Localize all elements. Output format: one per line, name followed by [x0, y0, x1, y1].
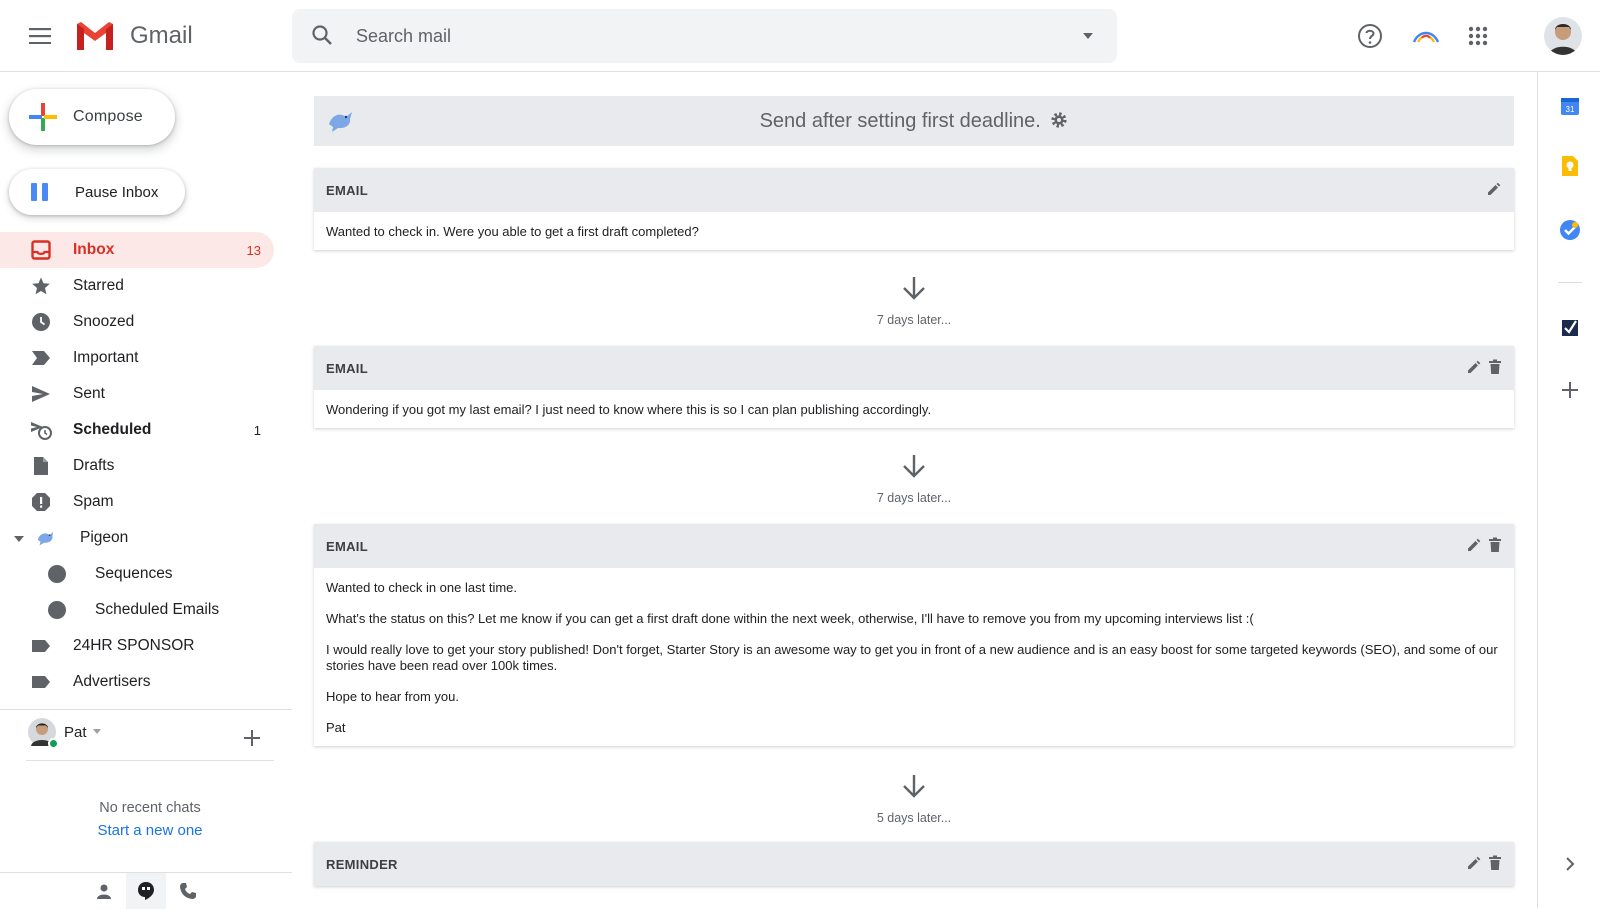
- sidebar-item-spam[interactable]: [0, 484, 274, 520]
- card-body[interactable]: [314, 390, 1514, 428]
- check-box-icon: [1561, 318, 1579, 338]
- svg-text:31: 31: [1565, 105, 1575, 114]
- step-type: EMAIL: [326, 183, 368, 198]
- sidebar-item-scheduled[interactable]: [0, 412, 274, 448]
- phone-tab[interactable]: [168, 873, 208, 909]
- clock-icon: [30, 312, 52, 332]
- tasks-addon[interactable]: [1558, 218, 1582, 242]
- email-body-text: Wanted to check in. Were you able to get a first draft completed?: [326, 224, 699, 239]
- app-name: Gmail: [130, 22, 193, 49]
- checkmark-addon[interactable]: [1558, 316, 1582, 340]
- nav-list: [0, 232, 292, 700]
- rail-divider: [1558, 282, 1582, 283]
- sequence-step-card: [314, 168, 1514, 250]
- label-icon: [30, 636, 52, 656]
- sidebar-item-scheduled-emails[interactable]: [0, 592, 274, 628]
- contacts-tab[interactable]: [84, 873, 124, 909]
- arrow-down-icon: [900, 772, 928, 800]
- star-icon: [30, 276, 52, 296]
- chevron-down-icon: [93, 729, 101, 735]
- top-bar: [0, 0, 1600, 72]
- step-type: EMAIL: [326, 539, 368, 554]
- sidebar-item-important[interactable]: [0, 340, 274, 376]
- get-addons-button[interactable]: [1558, 378, 1582, 402]
- banner-text: Send after setting first deadline.: [759, 109, 1041, 132]
- unread-count: 13: [246, 242, 261, 258]
- compose-plus-icon: [27, 101, 59, 133]
- chat-avatar: [28, 718, 56, 746]
- sequence-banner: [314, 96, 1514, 146]
- delay-label: 5 days later...: [876, 811, 952, 825]
- sidebar-item-advertisers[interactable]: [0, 664, 274, 700]
- apps-button[interactable]: [1460, 18, 1496, 54]
- sequence-step-card: [314, 524, 1514, 746]
- hangouts-tab[interactable]: [126, 873, 166, 909]
- extension-button[interactable]: [1408, 18, 1444, 54]
- email-body-text: Wanted to check in one last time.: [326, 580, 518, 595]
- arrow-down-icon: [900, 274, 928, 302]
- email-body-text: What's the status on this? Let me know if you can get a first draft done within the next week, otherwise, I'll have to remove you from my upcoming interviews list :(: [326, 611, 1254, 626]
- sidebar-item-label: Pigeon: [80, 529, 129, 546]
- sidebar-item-inbox[interactable]: [0, 232, 274, 268]
- sidebar-item-label: Scheduled Emails: [95, 601, 220, 618]
- person-icon: [96, 883, 112, 899]
- hamburger-icon: [29, 28, 51, 44]
- expand-caret-icon: [14, 535, 24, 543]
- delay-indicator: [314, 452, 1514, 505]
- new-chat-button[interactable]: [244, 724, 260, 750]
- circle-icon: [46, 564, 68, 584]
- edit-icon[interactable]: [1466, 359, 1482, 375]
- email-body-text: I would really love to get your story published! Don't forget, Starter Story is an awesome way to get you in front of a new audience and is an easy boost for some targeted keywords (SEO), and some of our stories have been read over 100k times.: [326, 642, 1498, 673]
- start-new-chat-link[interactable]: Start a new one: [97, 822, 203, 839]
- card-body[interactable]: [314, 568, 1514, 746]
- scheduled-icon: [30, 420, 52, 440]
- no-recent-chats-text: No recent chats: [99, 800, 201, 816]
- step-type: EMAIL: [326, 361, 368, 376]
- sidebar-item-sequences[interactable]: [0, 556, 274, 592]
- sidebar-item-label: Inbox: [73, 241, 115, 258]
- help-icon: [1357, 23, 1383, 49]
- left-sidebar: [0, 72, 292, 908]
- sequence-step-card: [314, 842, 1514, 886]
- chat-user-selector[interactable]: [28, 718, 101, 746]
- delete-icon[interactable]: [1488, 359, 1502, 375]
- edit-icon[interactable]: [1466, 855, 1482, 871]
- pause-icon: [31, 183, 48, 201]
- email-body-text: Hope to hear from you.: [326, 689, 459, 704]
- hangouts-icon: [137, 881, 155, 901]
- card-header: [314, 346, 1514, 390]
- gmail-logo[interactable]: [74, 20, 193, 52]
- apps-grid-icon: [1468, 26, 1488, 46]
- email-body-text: Wondering if you got my last email? I just need to know where this is so I can plan publishing accordingly.: [326, 402, 932, 417]
- phone-icon: [179, 882, 197, 900]
- arrow-down-icon: [900, 452, 928, 480]
- sidebar-item-label: Starred: [73, 277, 124, 294]
- step-type: REMINDER: [326, 857, 398, 872]
- delay-indicator: [314, 772, 1514, 825]
- rainbow-extension-icon: [1411, 28, 1441, 44]
- keep-addon[interactable]: [1558, 154, 1582, 178]
- sidebar-item-starred[interactable]: [0, 268, 274, 304]
- account-avatar[interactable]: [1544, 17, 1582, 55]
- online-status-dot: [48, 738, 59, 749]
- main-menu-button[interactable]: [22, 18, 58, 54]
- gear-icon[interactable]: [1050, 111, 1068, 129]
- card-header: [314, 842, 1514, 886]
- right-side-panel: [1537, 72, 1600, 908]
- compose-label: Compose: [73, 108, 143, 125]
- pause-inbox-label: Pause Inbox: [75, 183, 159, 201]
- delay-label: 7 days later...: [876, 313, 952, 327]
- delete-icon[interactable]: [1488, 537, 1502, 553]
- sidebar-item-label: Spam: [73, 493, 114, 510]
- chat-divider-2: [26, 760, 274, 761]
- edit-icon[interactable]: [1486, 181, 1502, 197]
- spam-icon: [30, 492, 52, 512]
- delay-label: 7 days later...: [876, 491, 952, 505]
- plus-icon: [244, 730, 260, 746]
- sidebar-item-label: Drafts: [73, 457, 115, 474]
- sidebar-item-label: Important: [73, 349, 139, 366]
- edit-icon[interactable]: [1466, 537, 1482, 553]
- chat-bottom-tabs: [0, 872, 292, 908]
- search-icon: [310, 23, 334, 47]
- chat-divider: [0, 709, 292, 710]
- important-icon: [30, 348, 52, 368]
- main-content: [292, 72, 1537, 908]
- sequence-step-card: [314, 346, 1514, 428]
- search-bar[interactable]: [292, 9, 1117, 63]
- search-options-dropdown-icon: [1081, 29, 1095, 43]
- delay-indicator: [314, 274, 1514, 327]
- sidebar-item-label: Snoozed: [73, 313, 135, 330]
- email-body-text: Pat: [326, 720, 346, 735]
- chevron-right-icon: [1565, 857, 1575, 871]
- sidebar-item-label: Advertisers: [73, 673, 151, 690]
- card-header: [314, 168, 1514, 212]
- sidebar-item-label: 24HR SPONSOR: [73, 637, 195, 654]
- pigeon-icon: [326, 108, 356, 134]
- delete-icon[interactable]: [1488, 855, 1502, 871]
- circle-icon: [46, 600, 68, 620]
- card-header: [314, 524, 1514, 568]
- sidebar-item-drafts[interactable]: [0, 448, 274, 484]
- tasks-icon: [1559, 219, 1581, 241]
- user-avatar-icon: [1544, 17, 1582, 55]
- sidebar-item-pigeon[interactable]: [0, 520, 274, 556]
- draft-icon: [30, 456, 52, 476]
- search-input[interactable]: [356, 21, 1036, 51]
- calendar-addon[interactable]: [1558, 94, 1582, 118]
- chat-user-name: Pat: [64, 723, 87, 741]
- label-icon: [30, 672, 52, 692]
- sidebar-item-label: Scheduled: [73, 421, 152, 438]
- help-button[interactable]: [1352, 18, 1388, 54]
- sidebar-item-24hr-sponsor[interactable]: [0, 628, 274, 664]
- sidebar-item-label: Sequences: [95, 565, 173, 582]
- sidebar-item-sent[interactable]: [0, 376, 274, 412]
- calendar-icon: [1560, 96, 1580, 116]
- scheduled-count: 1: [253, 422, 261, 438]
- keep-icon: [1561, 155, 1579, 177]
- pause-inbox-button[interactable]: [9, 169, 185, 215]
- card-body[interactable]: [314, 212, 1514, 250]
- inbox-icon: [30, 240, 52, 260]
- plus-icon: [1562, 382, 1578, 398]
- pigeon-icon: [35, 528, 57, 548]
- compose-button[interactable]: [9, 89, 175, 145]
- send-icon: [30, 384, 52, 404]
- sidebar-item-label: Sent: [73, 385, 105, 402]
- expand-panel-button[interactable]: [1558, 852, 1582, 876]
- gmail-m-icon: [74, 20, 116, 52]
- sidebar-item-snoozed[interactable]: [0, 304, 274, 340]
